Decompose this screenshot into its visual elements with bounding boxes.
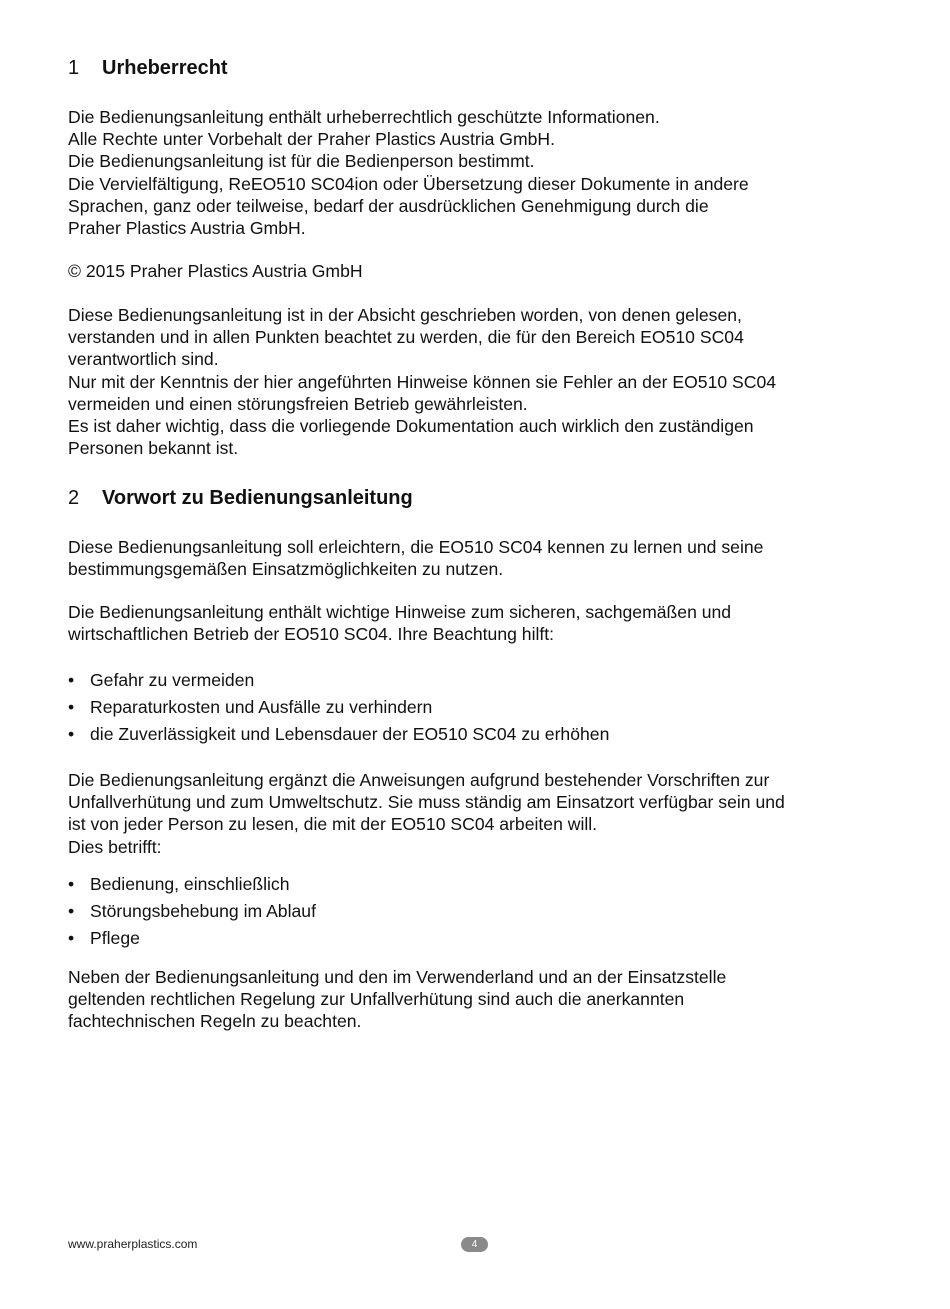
- text-line: Die Bedienungsanleitung ergänzt die Anweisungen aufgrund bestehender Vorschriften zur: [68, 770, 770, 790]
- benefits-list: [68, 669, 609, 749]
- text-line: Nur mit der Kenntnis der hier angeführten Hinweise können sie Fehler an der EO510 SC04: [68, 371, 777, 392]
- footer-url: www.praherplastics.com: [68, 1237, 198, 1251]
- list-item: • Gefahr zu vermeiden: [68, 669, 609, 696]
- text-line: Unfallverhütung und zum Umweltschutz. Sie muss ständig am Einsatzort verfügbar sein und: [68, 792, 785, 813]
- page-number-badge: 4: [461, 1237, 488, 1252]
- affects-list: [68, 873, 316, 953]
- text-line: Diese Bedienungsanleitung soll erleichtern, die EO510 SC04 kennen zu lernen und seine: [68, 537, 764, 557]
- text-line: © 2015 Praher Plastics Austria GmbH: [68, 261, 363, 281]
- text-line: Alle Rechte unter Vorbehalt der Praher Plastics Austria GmbH.: [68, 129, 555, 150]
- copyright-notice: [68, 260, 888, 282]
- text-line: verantwortlich sind.: [68, 349, 219, 370]
- list-item: • die Zuverlässigkeit und Lebensdauer der EO510 SC04 zu erhöhen: [68, 723, 609, 750]
- section-title: Vorwort zu Bedienungsanleitung: [102, 487, 413, 509]
- text-line: Dies betrifft:: [68, 836, 162, 857]
- text-line: Die Bedienungsanleitung enthält wichtige Hinweise zum sicheren, sachgemäßen und: [68, 602, 732, 622]
- text-line: geltenden rechtlichen Regelung zur Unfallverhütung sind auch die anerkannten: [68, 989, 685, 1010]
- text-line: Die Vervielfältigung, ReEO510 SC04ion oder Übersetzung dieser Dokumente in andere: [68, 173, 749, 194]
- section-title: Urheberrecht: [102, 57, 228, 79]
- text-line: verstanden und in allen Punkten beachtet zu werden, die für den Bereich EO510 SC04: [68, 327, 744, 348]
- additional-rules-paragraph: [68, 966, 888, 1033]
- text-line: bestimmungsgemäßen Einsatzmöglichkeiten zu nutzen.: [68, 559, 504, 580]
- regulations-paragraph: [68, 769, 888, 858]
- section-2-heading: [68, 486, 413, 510]
- text-line: Neben der Bedienungsanleitung und den im Verwenderland und an der Einsatzstelle: [68, 967, 727, 987]
- list-item: • Bedienung, einschließlich: [68, 873, 316, 900]
- section-number: 1: [68, 57, 80, 79]
- section-number: 2: [68, 487, 80, 509]
- text-line: wirtschaftlichen Betrieb der EO510 SC04. Ihre Beachtung hilft:: [68, 624, 555, 645]
- text-line: fachtechnischen Regeln zu beachten.: [68, 1011, 362, 1032]
- purpose-paragraph: [68, 536, 888, 580]
- text-line: Es ist daher wichtig, dass die vorliegende Dokumentation auch wirklich den zuständigen: [68, 416, 754, 437]
- text-line: Personen bekannt ist.: [68, 438, 239, 459]
- text-line: vermeiden und einen störungsfreien Betrieb gewährleisten.: [68, 393, 528, 414]
- section-1-heading: [68, 56, 228, 80]
- copyright-paragraph: [68, 106, 888, 239]
- text-line: ist von jeder Person zu lesen, die mit der EO510 SC04 arbeiten will.: [68, 814, 598, 835]
- text-line: Die Bedienungsanleitung ist für die Bedienperson bestimmt.: [68, 151, 535, 172]
- text-line: Die Bedienungsanleitung enthält urheberrechtlich geschützte Informationen.: [68, 107, 660, 127]
- hints-paragraph: [68, 601, 888, 645]
- list-item: • Pflege: [68, 927, 316, 954]
- list-item: • Störungsbehebung im Ablauf: [68, 900, 316, 927]
- text-line: Sprachen, ganz oder teilweise, bedarf der ausdrücklichen Genehmigung durch die: [68, 195, 709, 216]
- intent-paragraph: [68, 304, 888, 459]
- text-line: Diese Bedienungsanleitung ist in der Absicht geschrieben worden, von denen gelesen,: [68, 305, 742, 325]
- list-item: • Reparaturkosten und Ausfälle zu verhindern: [68, 696, 609, 723]
- text-line: Praher Plastics Austria GmbH.: [68, 218, 306, 239]
